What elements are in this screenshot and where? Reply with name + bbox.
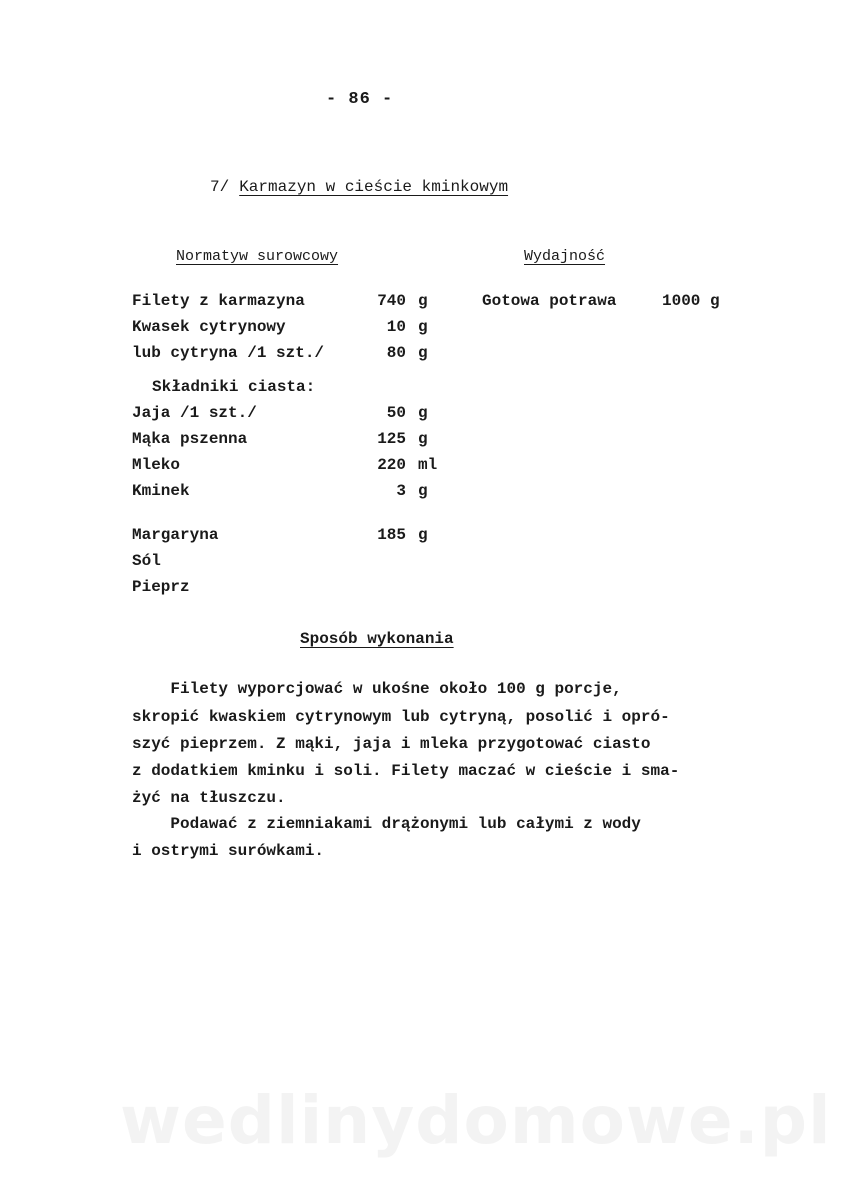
ingredient-qty: 185 bbox=[377, 526, 406, 544]
ingredient-unit: g bbox=[418, 404, 428, 422]
ingredient-row bbox=[132, 318, 452, 340]
ingredient-row bbox=[132, 292, 452, 314]
ingredient-unit: g bbox=[418, 482, 428, 500]
ingredient-row bbox=[132, 578, 452, 600]
yield-value: 1000 g bbox=[662, 292, 720, 310]
ingredient-qty: 80 bbox=[386, 344, 406, 362]
method-line: żyć na tłuszczu. bbox=[132, 789, 286, 807]
ingredient-row bbox=[132, 456, 452, 478]
recipe-name: Karmazyn w cieście kminkowym bbox=[239, 178, 509, 196]
page-number: - 86 - bbox=[326, 90, 394, 109]
ingredient-name: Sól bbox=[132, 552, 161, 570]
recipe-title bbox=[210, 178, 508, 196]
ingredient-unit: g bbox=[418, 526, 428, 544]
yield-header: Wydajność bbox=[524, 248, 606, 265]
ingredient-row bbox=[132, 430, 452, 452]
ingredient-qty: 10 bbox=[386, 318, 406, 336]
ingredient-unit: ml bbox=[418, 456, 438, 474]
ingredient-qty: 740 bbox=[377, 292, 406, 310]
method-line: skropić kwaskiem cytrynowym lub cytryną, posolić i opró- bbox=[132, 708, 670, 726]
ingredient-name: Jaja /1 szt./ bbox=[132, 404, 257, 422]
dough-header: Składniki ciasta: bbox=[152, 378, 316, 396]
recipe-number: 7/ bbox=[210, 178, 230, 196]
ingredient-name: Kwasek cytrynowy bbox=[132, 318, 286, 336]
ingredient-row bbox=[132, 344, 452, 366]
ingredient-name: Mąka pszenna bbox=[132, 430, 248, 448]
yield-label: Gotowa potrawa bbox=[482, 292, 617, 310]
method-line: z dodatkiem kminku i soli. Filety maczać w cieście i sma- bbox=[132, 762, 680, 780]
method-line: Podawać z ziemniakami drążonymi lub całymi z wody bbox=[132, 815, 641, 833]
ingredient-unit: g bbox=[418, 430, 428, 448]
ingredient-row bbox=[132, 526, 452, 548]
method-line: szyć pieprzem. Z mąki, jaja i mleka przygotować ciasto bbox=[132, 735, 651, 753]
method-line: Filety wyporcjować w ukośne około 100 g porcje, bbox=[132, 680, 622, 698]
ingredient-name: lub cytryna /1 szt./ bbox=[132, 344, 325, 362]
ingredient-row bbox=[132, 552, 452, 574]
ingredient-name: Pieprz bbox=[132, 578, 190, 596]
ingredient-name: Filety z karmazyna bbox=[132, 292, 305, 310]
ingredient-qty: 220 bbox=[377, 456, 406, 474]
ingredient-name: Kminek bbox=[132, 482, 190, 500]
ingredient-unit: g bbox=[418, 292, 428, 310]
ingredient-row bbox=[132, 404, 452, 426]
ingredient-unit: g bbox=[418, 318, 428, 336]
ingredient-name: Mleko bbox=[132, 456, 181, 474]
ingredient-qty: 125 bbox=[377, 430, 406, 448]
ingredient-row bbox=[132, 482, 452, 504]
method-header: Sposób wykonania bbox=[300, 630, 454, 648]
ingredient-name: Margaryna bbox=[132, 526, 219, 544]
ingredients-header: Normatyw surowcowy bbox=[176, 248, 339, 265]
ingredient-qty: 50 bbox=[386, 404, 406, 422]
ingredient-qty: 3 bbox=[396, 482, 406, 500]
watermark: wedlinydomowe.pl bbox=[120, 1082, 832, 1159]
method-line: i ostrymi surówkami. bbox=[132, 842, 325, 860]
ingredient-unit: g bbox=[418, 344, 428, 362]
